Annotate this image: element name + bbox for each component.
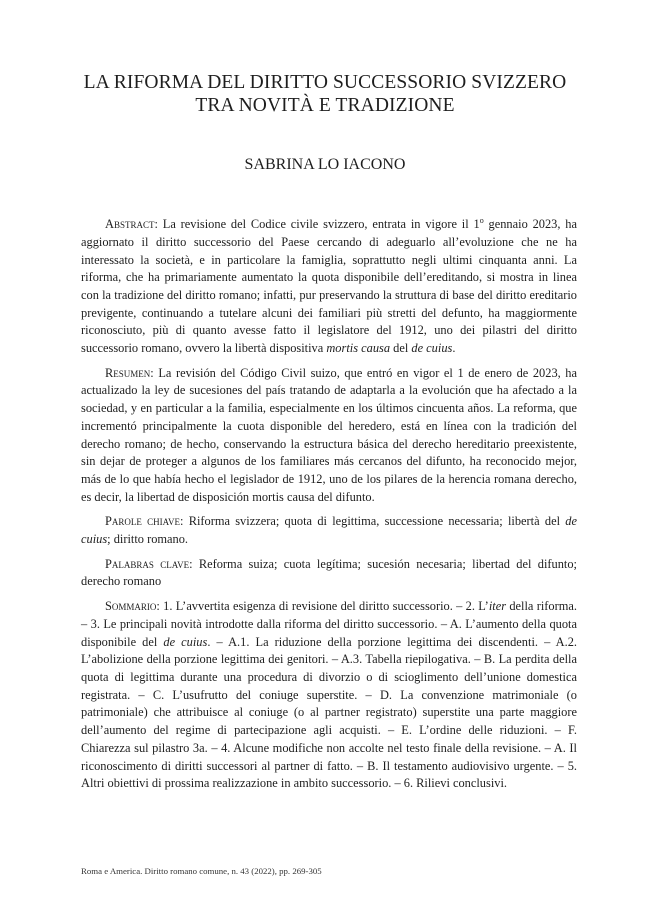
- sommario-label: Sommario: [105, 599, 157, 614]
- palabras-clave-paragraph: Palabras clave: Reforma suiza; cuota legítima; sucesión necesaria; libertad del difunto; derecho romano: [81, 556, 577, 589]
- title-line-2: TRA NOVITÀ E TRADIZIONE: [195, 95, 455, 116]
- abstract-paragraph: Abstract: La revisione del Codice civile svizzero, entrata in vigore il 1$^o$ gennaio 2023, ha aggiornato il diritto successorio del Paese cercando di adeguarlo all’evoluzione che ne ha interessato la società, e in particolare la famiglia, soprattutto negli ultimi cinquanta anni. La riforma, che ha primariamente aumentato la quota disponibile dell’ereditando, si mostra in linea con la tradizione del diritto romano; infatti, pur preservando la struttura di base del diritto ereditario previgente, continuando a tutelare alcuni dei familiari più stretti del defunto, ha maggiormente riconosciuto, più di quanto avesse fatto il legislatore del 1912, uno dei pilastri del diritto successorio romano, ovvero la libertà dispositiva mortis causa del de cuius.: [81, 216, 577, 356]
- sommario-paragraph: Sommario: 1. L’avvertita esigenza di revisione del diritto successorio. – 2. L’iter della riforma. – 3. Le principali novità introdotte dalla riforma del diritto successorio. – A. L’aumento della quota disponibile del de cuius. – A.1. La riduzione della porzione legittima dei discendenti. – A.2. L’abolizione della porzione legittima dei genitori. – A.3. Tabella riepilogativa. – B. La perdita della quota di legittima durante una procedura di divorzio o di scioglimento dell’unione domestica registrata. – C. L’usufrutto del coniuge superstite. – D. La convenzione matrimoniale (o patrimoniale) che attribuisce al coniuge (o al partner registrato) superstite una parte maggiore dell’aumento del regime di partecipazione agli acquisti. – E. L’ordine delle riduzioni. – F. Chiarezza sul pilastro 3a. – 4. Alcune modifiche non accolte nel testo finale della revisione. – A. Il riconoscimento di diritti successori al partner di fatto. – B. Il testamento audiovisivo urgente. – 5. Altri obiettivi di prossima realizzazione in ambito successorio. – 6. Rilievi conclusivi.: [81, 599, 577, 791]
- article-front-matter: [81, 212, 577, 800]
- sommario-text-3: . – A.1. La riduzione della porzione legittima dei discendenti. – A.2. L’abolizione della porzione legittima dei genitori. – A.3. Tabella riepilogativa. – B. La perdita della quota di legittima durante una procedura di divorzio o di scioglimento dell’unione domestica registrata. – C. L’usufrutto del coniuge superstite. – D. La convenzione matrimoniale (o patrimoniale) che attribuisce al coniuge (o al partner registrato) superstite una parte maggiore dell’aumento del regime di partecipazione agli acquisti. – E. L’ordine delle riduzioni. – F. Chiarezza sul pilastro 3a. – 4. Alcune modifiche non accolte nel testo finale della revisione. – A. Il riconoscimento di diritti successori al partner di fatto. – B. Il testamento audiovisivo urgente. – 5. Altri obiettivi di prossima realizzazione in ambito successorio. – 6. Rilievi conclusivi.: [81, 634, 577, 791]
- abstract-text-1: La revisione del Codice civile svizzero, entrata in vigore il 1: [162, 217, 480, 232]
- palabras-clave-text: Reforma suiza; cuota legítima; sucesión necesaria; libertad del difunto; derecho romano: [81, 556, 577, 589]
- author-name: SABRINA LO IACONO: [244, 156, 406, 173]
- parole-chiave-text-1: Riforma svizzera; quota di legittima, successione necessaria; libertà del: [188, 514, 566, 529]
- sommario-italic-1: iter: [488, 599, 507, 614]
- journal-footer: Roma e America. Diritto romano comune, n. 43 (2022), pp. 269-305: [81, 866, 322, 876]
- sommario-text-1: 1. L’avvertita esigenza di revisione del diritto successorio. – 2. L’: [163, 599, 489, 614]
- sommario-text-2: della riforma. – 3. Le principali novità introdotte dalla riforma del diritto successorio. – A. L’aumento della quota disponibile del: [81, 599, 577, 649]
- parole-chiave-paragraph: Parole chiave: Riforma svizzera; quota di legittima, successione necessaria; libertà del de cuius; diritto romano.: [81, 514, 577, 547]
- resumen-label: Resumen: [105, 365, 151, 380]
- resumen-paragraph: Resumen: La revisión del Código Civil suizo, que entró en vigor el 1 de enero de 2023, ha actualizado la ley de sucesiones del país tratando de adaptarla a la evolución que ha afectado a la sociedad, y en particular a la familia, especialmente en los últimos cincuenta años. La reforma, que incrementó principalmente la cuota disponible del heredero, está en línea con la tradición del derecho romano; de hecho, conservando la estructura básica del derecho hereditario preexistente, sin dejar de proteger a algunos de los familiares más cercanos del difunto, ha reconocido mejor, más de lo que había hecho el legislador de 1912, uno de los pilares de la herencia romana derecho, es decir, la libertad de disposición mortis causa del difunto.: [81, 365, 578, 504]
- abstract-italic-1: mortis causa: [326, 341, 391, 356]
- parole-chiave-text-2: ; diritto romano.: [107, 532, 189, 547]
- abstract-label: Abstract: [105, 217, 155, 232]
- resumen-text: La revisión del Código Civil suizo, que entró en vigor el 1 de enero de 2023, ha actualizado la ley de sucesiones del país tratando de adaptarla a la evolución que ha afectado a la sociedad, y en particular a la familia, especialmente en los últimos cincuenta años. La reforma, que incrementó principalmente la cuota disponible del heredero, está en línea con la tradición del derecho romano; de hecho, conservando la estructura básica del derecho hereditario preexistente, sin dejar de proteger a algunos de los familiares más cercanos del difunto, ha reconocido mejor, más de lo que había hecho el legislador de 1912, uno de los pilares de la herencia romana derecho, es decir, la libertad de disposición mortis causa del difunto.: [81, 365, 578, 504]
- abstract-italic-2: de cuius: [411, 341, 453, 356]
- title-line-1: LA RIFORMA DEL DIRITTO SUCCESSORIO SVIZZERO: [83, 72, 567, 93]
- palabras-clave-label: Palabras clave: [105, 556, 190, 571]
- sommario-italic-2: de cuius: [163, 634, 208, 649]
- parole-chiave-italic: de cuius: [81, 514, 577, 547]
- parole-chiave-label: Parole chiave: [105, 514, 180, 529]
- abstract-text-2: gennaio 2023, ha aggiornato il diritto successorio del Paese cercando di adeguarlo all’evoluzione che ne ha interessato la società, e in particolare la famiglia, soprattutto negli ultimi cinquanta anni. La riforma, che ha primariamente aumentato la quota disponibile dell’ereditando, si mostra in linea con la tradizione del diritto romano; infatti, pur preservando la struttura di base del diritto ereditario previgente, continuando a tutelare alcuni dei familiari più stretti del defunto, ha maggiormente riconosciuto, più di quanto avesse fatto il legislatore del 1912, uno dei pilastri del diritto successorio romano, ovvero la libertà dispositiva: [81, 217, 577, 356]
- article-title: [40, 71, 610, 117]
- abstract-text-3: del: [390, 341, 412, 356]
- abstract-text-4: .: [452, 341, 456, 356]
- abstract-superscript: o: [479, 216, 484, 225]
